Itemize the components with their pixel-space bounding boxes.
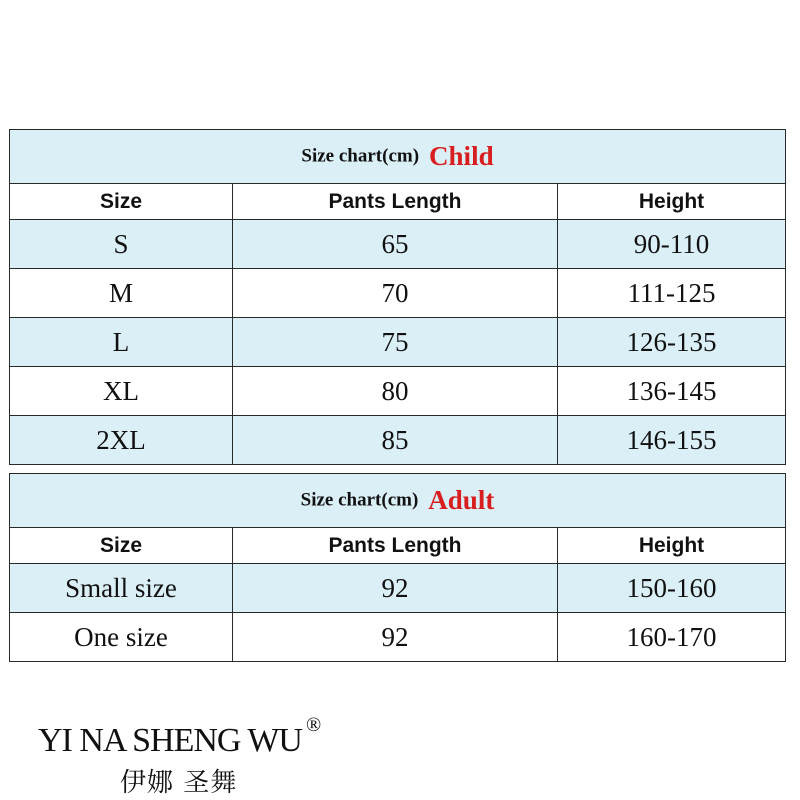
height-cell: 136-145	[558, 367, 786, 416]
brand-logo	[38, 714, 321, 799]
size-cell: Small size	[10, 564, 233, 613]
height-cell: 111-125	[558, 269, 786, 318]
adult-size-table	[9, 473, 786, 662]
pants-length-cell: 65	[233, 220, 558, 269]
size-cell: XL	[10, 367, 233, 416]
table-row	[10, 318, 786, 367]
height-cell: 160-170	[558, 613, 786, 662]
size-cell: 2XL	[10, 416, 233, 465]
size-cell: M	[10, 269, 233, 318]
brand-name-text: YI NA SHENG WU	[38, 722, 302, 759]
column-header-height: Height	[558, 528, 786, 564]
child-size-table	[9, 129, 786, 465]
column-header-size: Size	[10, 528, 233, 564]
height-cell: 146-155	[558, 416, 786, 465]
column-header-height: Height	[558, 184, 786, 220]
registered-mark-icon: ®	[305, 714, 321, 736]
column-header-pants-length: Pants Length	[233, 528, 558, 564]
size-cell: L	[10, 318, 233, 367]
height-cell: 126-135	[558, 318, 786, 367]
size-cell: S	[10, 220, 233, 269]
table-row	[10, 416, 786, 465]
adult-title-text: Size chart(cm)	[300, 489, 419, 511]
table-row	[10, 564, 786, 613]
height-cell: 150-160	[558, 564, 786, 613]
child-title-text: Size chart(cm)	[301, 145, 420, 167]
table-row	[10, 220, 786, 269]
adult-header-row	[10, 528, 786, 564]
height-cell: 90-110	[558, 220, 786, 269]
brand-name	[38, 714, 321, 760]
child-header-row	[10, 184, 786, 220]
adult-table-title	[10, 474, 786, 528]
table-row	[10, 613, 786, 662]
pants-length-cell: 75	[233, 318, 558, 367]
pants-length-cell: 85	[233, 416, 558, 465]
column-header-size: Size	[10, 184, 233, 220]
brand-chinese-name: 伊娜 圣舞	[120, 768, 238, 798]
pants-length-cell: 80	[233, 367, 558, 416]
column-header-pants-length: Pants Length	[233, 184, 558, 220]
table-row	[10, 269, 786, 318]
adult-title-accent: Adult	[428, 485, 495, 515]
pants-length-cell: 92	[233, 613, 558, 662]
child-title-accent: Child	[429, 141, 494, 171]
table-row	[10, 367, 786, 416]
pants-length-cell: 70	[233, 269, 558, 318]
child-table-title	[10, 130, 786, 184]
pants-length-cell: 92	[233, 564, 558, 613]
size-cell: One size	[10, 613, 233, 662]
